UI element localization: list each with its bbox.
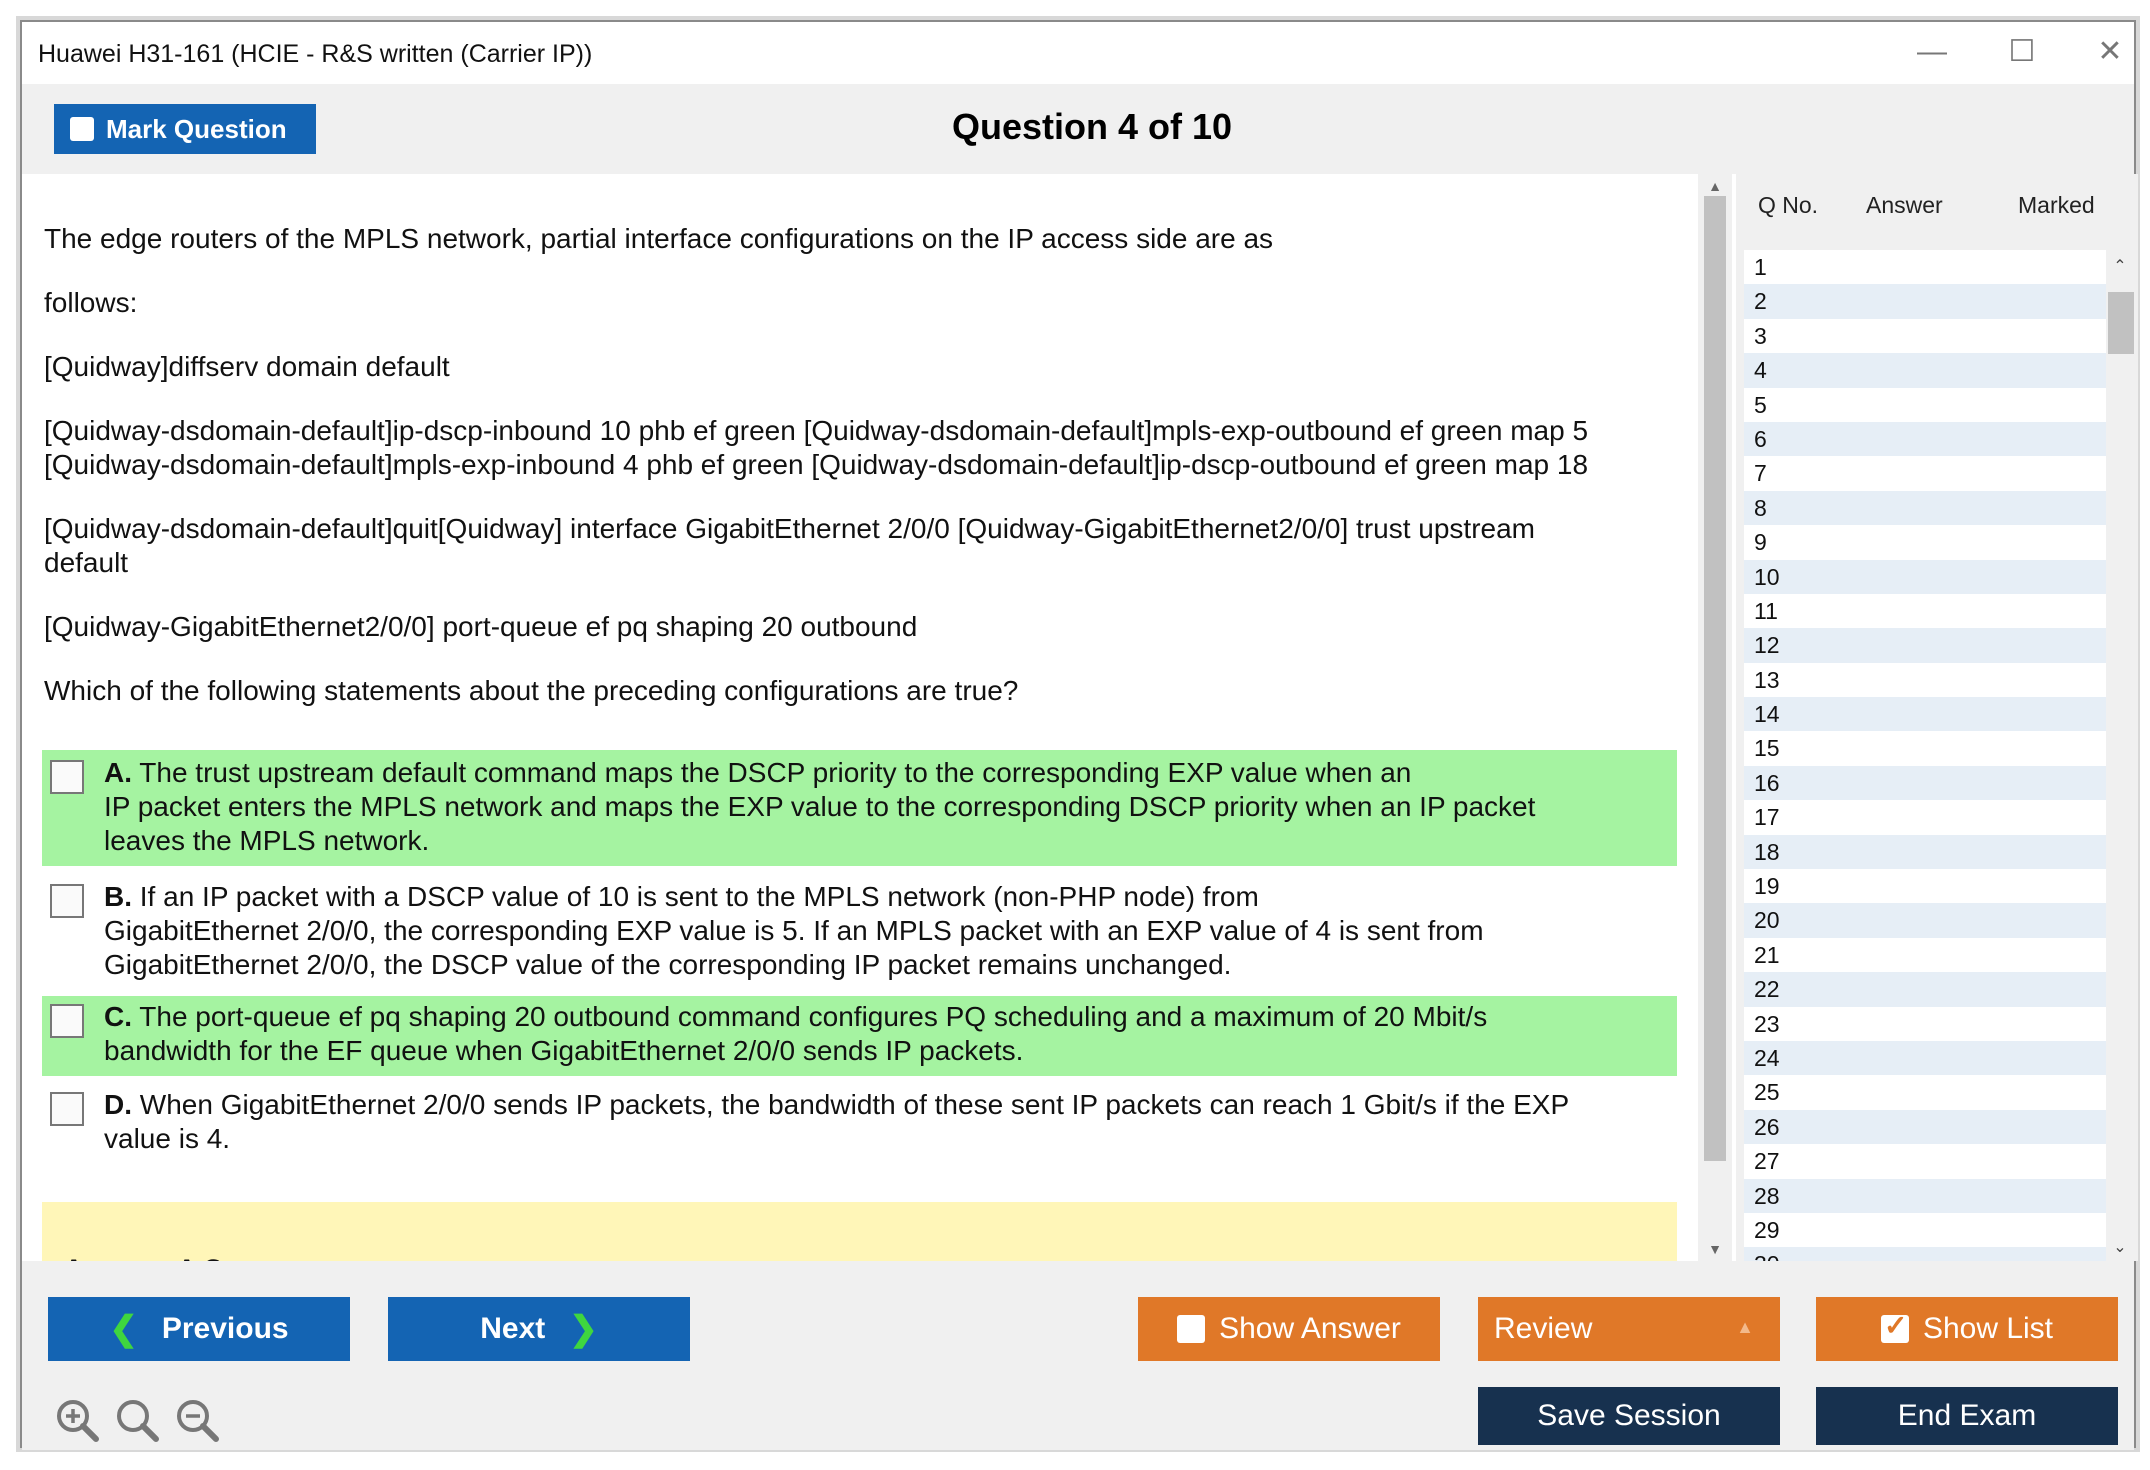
footer-toolbar [22,1261,2134,1450]
question-list-row[interactable]: 19 [1744,869,2106,903]
question-text: follows: [44,287,138,318]
answer-header: Answer [1866,192,1943,218]
maximize-icon[interactable]: ☐ [2008,35,2036,68]
show-list-button[interactable] [1816,1297,2118,1361]
option-b[interactable] [42,874,1677,990]
question-list-row[interactable]: 11 [1744,594,2106,628]
option-letter: D. [104,1089,132,1120]
scrollbar-thumb[interactable] [1704,196,1726,1161]
checkbox-icon [1177,1315,1205,1343]
chevron-right-icon: ❯ [569,1310,598,1348]
question-content [22,174,1698,1261]
question-text: [Quidway-dsdomain-default]ip-dscp-inbound 10 phb ef green [Quidway-dsdomain-default]mpls-exp-outbound ef green map 5 [44,415,1589,446]
question-text: default [44,547,129,578]
option-line: The port-queue ef pq shaping 20 outbound command configures PQ scheduling and a maximum of 20 Mbit/s [139,1001,1488,1032]
chevron-up-icon[interactable]: ⌃ [2113,258,2127,275]
window-title: Huawei H31-161 (HCIE - R&S written (Carrier IP)) [38,40,593,68]
option-line: If an IP packet with a DSCP value of 10 is sent to the MPLS network (non-PHP node) from [139,881,1259,912]
question-list-row[interactable]: 22 [1744,972,2106,1006]
question-list-row[interactable]: 16 [1744,766,2106,800]
checkbox-icon [70,117,94,141]
zoom-out-icon[interactable] [174,1397,220,1443]
show-answer-button[interactable] [1138,1297,1440,1361]
question-list-row[interactable]: 28 [1744,1179,2106,1213]
question-list-row[interactable]: 9 [1744,525,2106,559]
show-answer-label: Show Answer [1219,1312,1401,1345]
question-list-row[interactable]: 1 [1744,250,2106,284]
chevron-left-icon: ❮ [109,1310,138,1348]
scroll-down-icon[interactable]: ▼ [1708,1241,1722,1257]
question-text: [Quidway-dsdomain-default]quit[Quidway] interface GigabitEthernet 2/0/0 [Quidway-GigabitEthernet2/0/0] trust upstream [44,513,1535,544]
qno-header: Q No. [1758,192,1819,218]
option-d-text [104,1088,1674,1156]
end-exam-button[interactable] [1816,1387,2118,1445]
option-line: GigabitEthernet 2/0/0, the corresponding EXP value is 5. If an MPLS packet with an EXP value of 4 is sent from [104,915,1484,946]
question-list-row[interactable]: 26 [1744,1110,2106,1144]
question-list-header [1736,174,2138,228]
option-letter: B. [104,881,132,912]
question-list-row[interactable]: 12 [1744,628,2106,662]
question-list-rows [1744,250,2106,1282]
question-list-panel [1736,174,2138,1261]
previous-label: Previous [161,1312,289,1345]
question-list-row[interactable]: 6 [1744,422,2106,456]
option-c-checkbox[interactable] [50,1004,84,1038]
checkbox-checked-icon [1881,1315,1909,1343]
question-list-row[interactable]: 10 [1744,560,2106,594]
previous-button[interactable] [48,1297,350,1361]
next-button[interactable] [388,1297,690,1361]
option-line: IP packet enters the MPLS network and maps the EXP value to the corresponding DSCP priority when an IP packet [104,791,1536,822]
option-d-checkbox[interactable] [50,1092,84,1126]
question-list-row[interactable]: 29 [1744,1213,2106,1247]
question-counter: Question 4 of 10 [951,106,1233,147]
question-list-row[interactable]: 17 [1744,800,2106,834]
review-button[interactable] [1478,1297,1780,1361]
exam-window [20,20,2136,1448]
option-a-text [104,756,1674,858]
mark-question-button[interactable] [54,104,316,154]
end-exam-label: End Exam [1897,1399,2037,1432]
option-b-checkbox[interactable] [50,884,84,918]
question-list-scrollbar[interactable] [2106,252,2134,1261]
question-list-row[interactable]: 25 [1744,1075,2106,1109]
question-text: [Quidway-GigabitEthernet2/0/0] port-queue ef pq shaping 20 outbound [44,611,918,642]
question-list-row[interactable]: 27 [1744,1144,2106,1178]
close-icon[interactable]: ✕ [2097,35,2123,68]
option-line: The trust upstream default command maps the DSCP priority to the corresponding EXP value when an [139,757,1412,788]
option-line: When GigabitEthernet 2/0/0 sends IP packets, the bandwidth of these sent IP packets can reach 1 Gbit/s if the EXP [139,1089,1570,1120]
question-list-row[interactable]: 20 [1744,903,2106,937]
title-bar [22,22,2134,84]
option-letter: C. [104,1001,132,1032]
question-list-row[interactable]: 4 [1744,353,2106,387]
zoom-in-icon[interactable] [54,1397,100,1443]
minimize-icon[interactable]: — [1917,35,1947,68]
option-d[interactable] [42,1084,1677,1164]
option-a-checkbox[interactable] [50,760,84,794]
scrollbar-thumb[interactable] [2108,292,2134,354]
question-stem: Which of the following statements about the preceding configurations are true? [44,675,1019,706]
question-list-row[interactable]: 18 [1744,835,2106,869]
option-line: leaves the MPLS network. [104,825,430,856]
next-label: Next [480,1312,546,1345]
question-list-row[interactable]: 5 [1744,388,2106,422]
option-a[interactable] [42,750,1677,866]
question-list-row[interactable]: 21 [1744,938,2106,972]
save-session-label: Save Session [1537,1399,1721,1432]
question-list-row[interactable]: 2 [1744,284,2106,318]
question-text: The edge routers of the MPLS network, partial interface configurations on the IP access side are as [44,223,1274,254]
option-line: GigabitEthernet 2/0/0, the DSCP value of the corresponding IP packet remains unchanged. [104,949,1232,980]
content-scrollbar[interactable] [1698,174,1732,1261]
option-line: bandwidth for the EF queue when GigabitEthernet 2/0/0 sends IP packets. [104,1035,1024,1066]
question-list-row[interactable]: 15 [1744,731,2106,765]
question-list-row[interactable]: 13 [1744,663,2106,697]
show-list-label: Show List [1922,1312,2054,1345]
review-label: Review [1494,1312,1593,1345]
caret-up-icon: ▲ [1736,1317,1754,1337]
option-line: value is 4. [104,1123,231,1154]
marked-header: Marked [2018,192,2095,218]
question-list-row[interactable]: 24 [1744,1041,2106,1075]
question-header [22,84,2134,174]
question-list-row[interactable]: 8 [1744,491,2106,525]
option-letter: A. [104,757,132,788]
question-list-row[interactable]: 14 [1744,697,2106,731]
mark-question-label: Mark Question [106,113,287,144]
option-c[interactable] [42,996,1677,1076]
question-list-row[interactable]: 3 [1744,319,2106,353]
zoom-reset-icon[interactable] [114,1397,160,1443]
option-b-text [104,880,1674,982]
question-list-row[interactable]: 23 [1744,1007,2106,1041]
scroll-up-icon[interactable]: ▲ [1708,178,1722,194]
option-c-text [104,1000,1674,1068]
chevron-down-icon[interactable]: ⌄ [2113,1239,2127,1256]
question-text: [Quidway-dsdomain-default]mpls-exp-inbound 4 phb ef green [Quidway-dsdomain-default]ip-dscp-outbound ef green map 18 [44,449,1589,480]
question-list-row[interactable]: 7 [1744,456,2106,490]
question-text: [Quidway]diffserv domain default [44,351,450,382]
save-session-button[interactable] [1478,1387,1780,1445]
